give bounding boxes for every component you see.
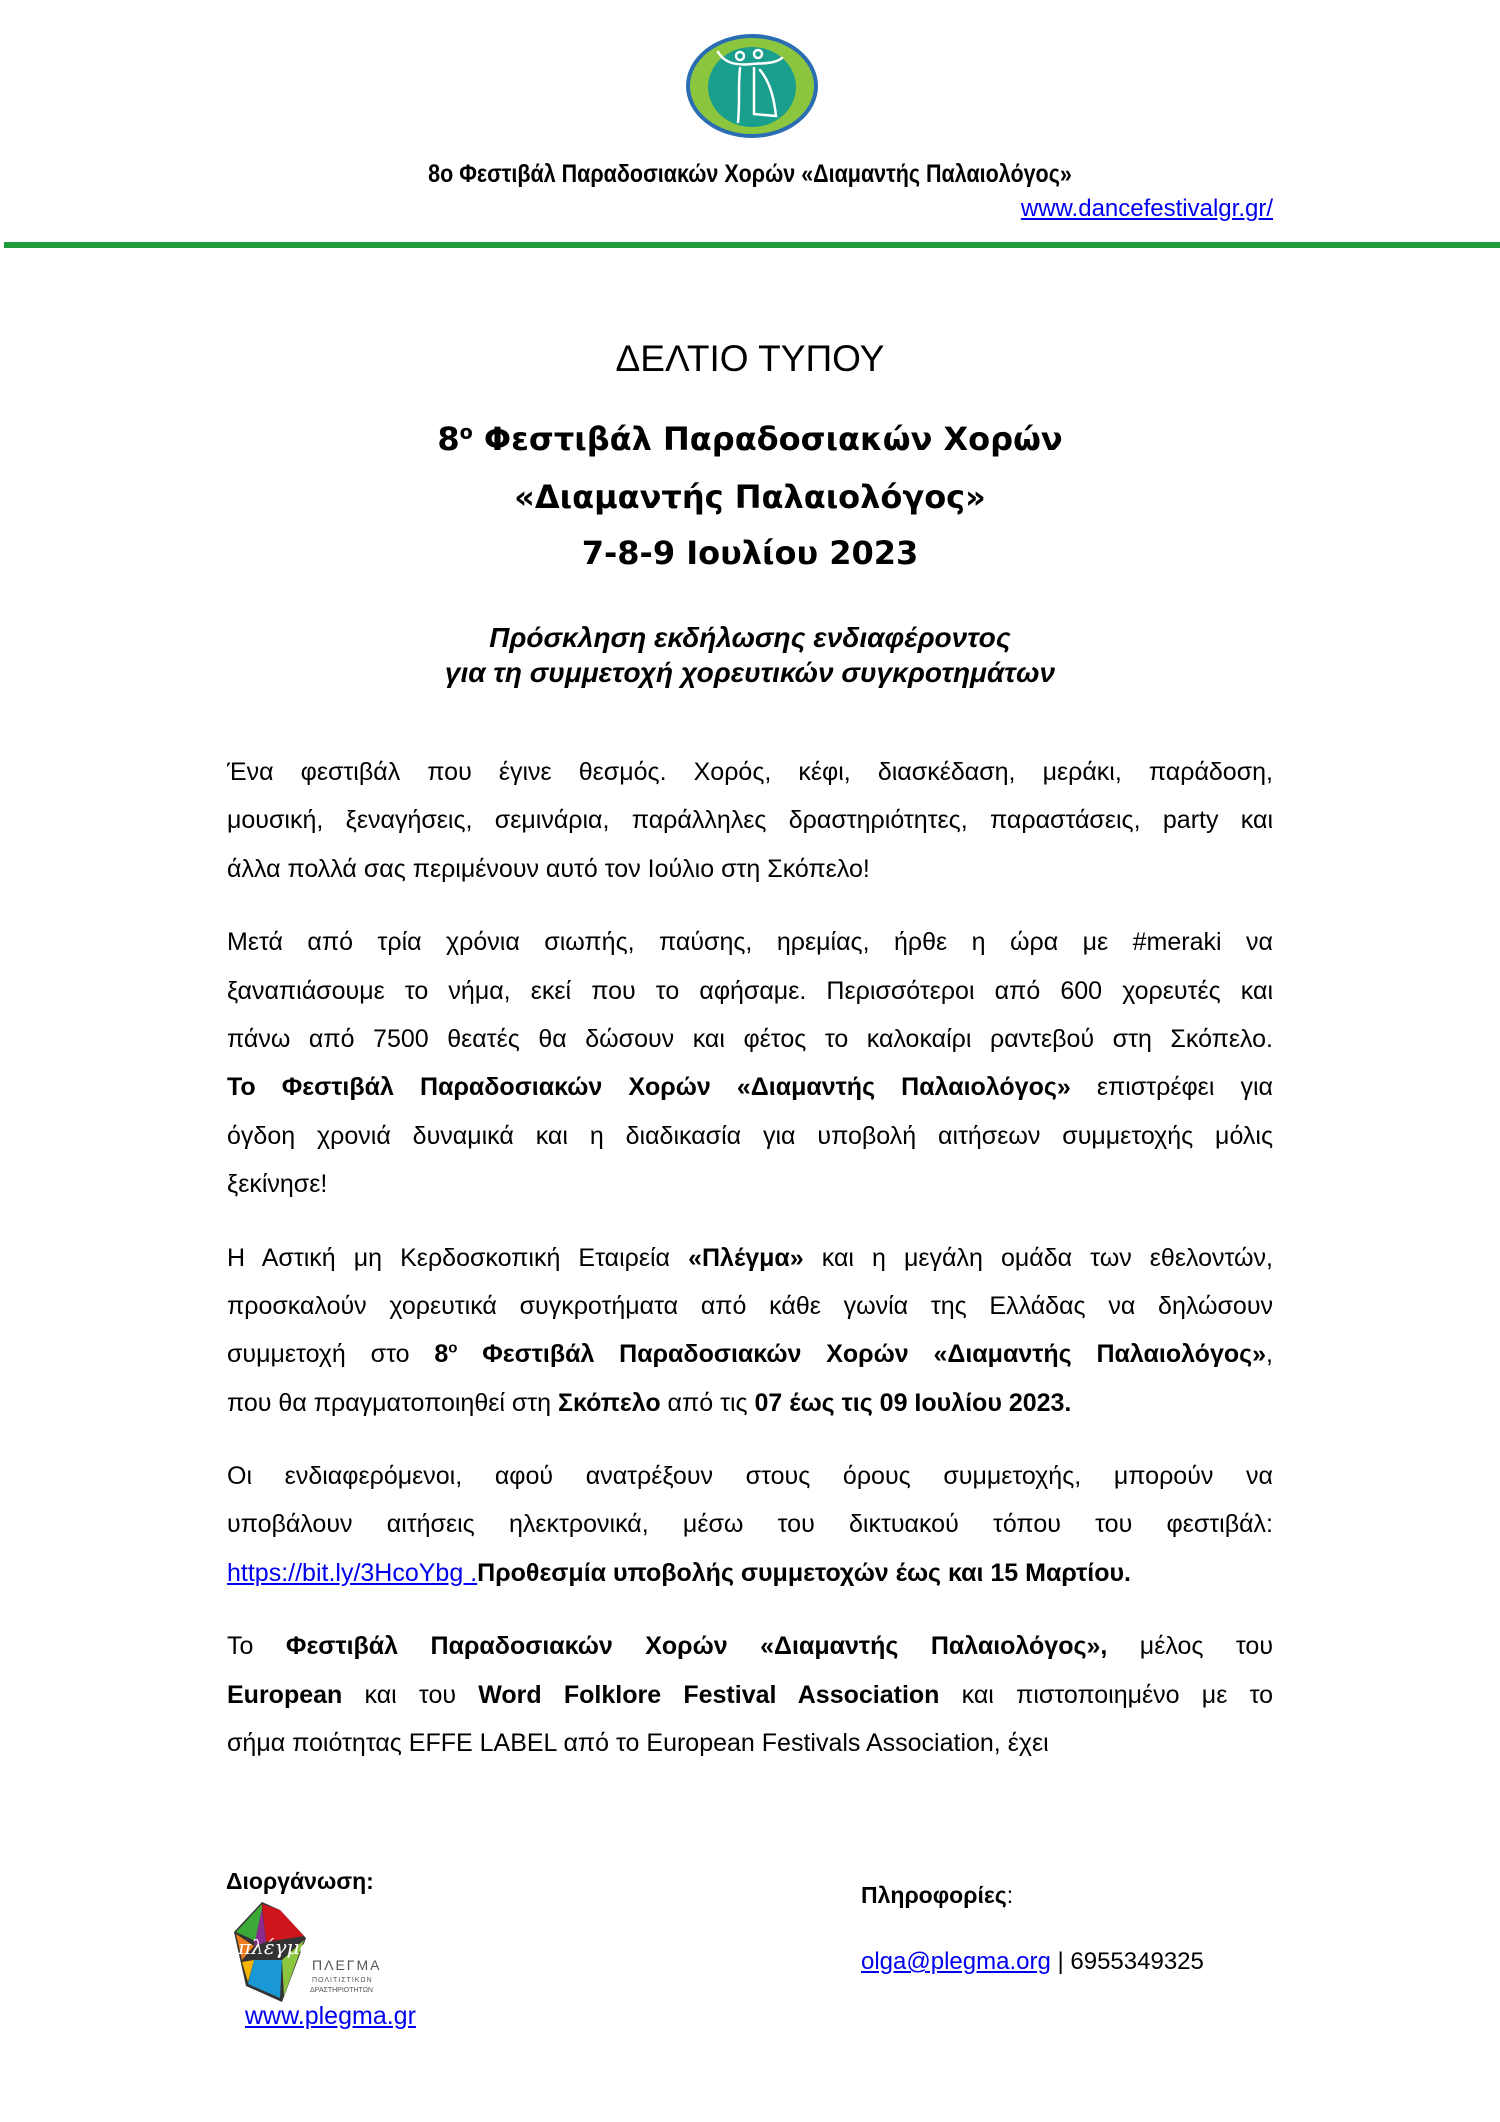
paragraph-line (227, 796, 1273, 844)
paragraph-line (227, 1330, 1273, 1378)
paragraph-line (227, 1549, 1273, 1597)
text: προσκαλούν χορευτικά συγκροτήματα από κάθε γωνία της Ελλάδας να δηλώσουν (227, 1291, 1273, 1320)
plegma-logo (232, 1898, 402, 2002)
plegma-website-link[interactable]: www.plegma.gr (245, 2002, 416, 2030)
svg-text:ΠΟΛΙΤΙΣΤΙΚΩΝ: ΠΟΛΙΤΙΣΤΙΚΩΝ (312, 1977, 373, 1984)
festival-name-line2: «Διαμαντής Παλαιολόγος» (514, 478, 986, 516)
contact-separator: | (1050, 1948, 1071, 1975)
text: πάνω από 7500 θεατές θα δώσουν και φέτος το καλοκαίρι ραντεβού στη Σκόπελο. (227, 1024, 1273, 1053)
application-link[interactable]: . (470, 1558, 478, 1587)
header-title: 8ο Φεστιβάλ Παραδοσιακών Χορών «Διαμαντής Παλαιολόγος» (428, 160, 1072, 188)
text: που θα πραγματοποιηθεί στη (227, 1388, 559, 1417)
text: , (1266, 1340, 1273, 1369)
ordinal-suffix: ο (459, 420, 473, 444)
header-divider (4, 242, 1500, 248)
paragraph-line (227, 1112, 1273, 1160)
invitation-line2: για τη συμμετοχή χορευτικών συγκροτημάτων (444, 657, 1056, 688)
info-label-text: Πληροφορίες (861, 1882, 1007, 1908)
festival-website-link[interactable]: www.dancefestivalgr.gr/ (1020, 195, 1273, 222)
paragraph-line (227, 1379, 1273, 1427)
text: και η μεγάλη ομάδα των εθελοντών, (803, 1243, 1273, 1272)
bold-text: Το Φεστιβάλ Παραδοσιακών Χορών «Διαμαντής Παλαιολόγος» (227, 1073, 1071, 1102)
press-release-body (227, 748, 1273, 1792)
paragraph-line (227, 748, 1273, 796)
text: και πιστοποιημένο με το (939, 1680, 1273, 1709)
bold-text: Φεστιβάλ Παραδοσιακών Χορών «Διαμαντής Παλαιολόγος» (457, 1340, 1267, 1369)
text: από τις (660, 1388, 755, 1417)
invitation-line1: Πρόσκληση εκδήλωσης ενδιαφέροντος (489, 622, 1011, 653)
paragraph-line (227, 967, 1273, 1015)
paragraph (227, 1234, 1273, 1428)
phone-number: 6955349325 (1070, 1948, 1204, 1975)
info-label-colon: : (1006, 1882, 1014, 1908)
paragraph-line (227, 1282, 1273, 1330)
festival-dates: 7-8-9 Ιουλίου 2023 (581, 534, 919, 572)
text: μουσική, ξεναγήσεις, σεμινάρια, παράλληλες δραστηριότητες, παραστάσεις, party και (227, 806, 1273, 835)
festival-edition-number: 8 (437, 420, 460, 458)
festival-logo (684, 32, 820, 140)
bold-text: European (227, 1680, 343, 1709)
paragraph-line (227, 1160, 1273, 1208)
text: επιστρέφει για (1070, 1073, 1273, 1102)
bold-text: Word Folklore Festival Association (478, 1680, 940, 1709)
paragraph-line (227, 1452, 1273, 1500)
bold-text: Φεστιβάλ Παραδοσιακών Χορών «Διαμαντής Παλαιολόγος», (285, 1632, 1108, 1661)
text: συμμετοχή στο (227, 1340, 435, 1369)
paragraph-line (227, 1719, 1273, 1767)
text: Το (227, 1632, 286, 1661)
paragraph-line (227, 1015, 1273, 1063)
contact-info (861, 1948, 1204, 1976)
paragraph-line (227, 1234, 1273, 1282)
svg-text:ΠΛΕΓΜΑ: ΠΛΕΓΜΑ (312, 1957, 382, 1973)
bold-text: Σκόπελο (558, 1388, 661, 1417)
bold-text: Προθεσμία υποβολής συμμετοχών έως και 15 Μαρτίου. (477, 1558, 1131, 1587)
bold-text: 07 έως τις 09 Ιουλίου 2023. (754, 1388, 1072, 1417)
text: άλλα πολλά σας περιμένουν αυτό τον Ιούλιο στη Σκόπελο! (227, 854, 870, 883)
festival-name-line1 (0, 420, 1500, 458)
organizer-label: Διοργάνωση: (226, 1868, 374, 1894)
paragraph-line (227, 1622, 1273, 1670)
text: μέλος του (1107, 1632, 1274, 1661)
paragraph (227, 918, 1273, 1208)
text: Μετά από τρία χρόνια σιωπής, παύσης, ηρεμίας, ήρθε η ώρα με #meraki να (227, 928, 1273, 957)
text: Οι ενδιαφερόμενοι, αφού ανατρέξουν στους όρους συμμετοχής, μπορούν να (227, 1462, 1273, 1491)
bold-text: 8 (434, 1340, 449, 1369)
text: ξαναπιάσουμε το νήμα, εκεί που το αφήσαμε. Περισσότεροι από 600 χορευτές και (227, 976, 1273, 1005)
paragraph-line (227, 918, 1273, 966)
text: σήμα ποιότητας EFFE LABEL από το European Festivals Association, έχει (227, 1729, 1049, 1758)
paragraph-line (227, 1671, 1273, 1719)
paragraph (227, 1452, 1273, 1597)
text: ξεκίνησε! (227, 1170, 328, 1199)
text: Η Αστική μη Κερδοσκοπική Εταιρεία (227, 1243, 689, 1272)
plegma-logo-wordmark: πλέγμα (238, 1935, 314, 1959)
paragraph-line (227, 1063, 1273, 1111)
festival-name-text: Φεστιβάλ Παραδοσιακών Χορών (472, 420, 1063, 458)
paragraph (227, 748, 1273, 893)
email-link[interactable]: olga@plegma.org (861, 1948, 1051, 1975)
press-release-title: ΔΕΛΤΙΟ ΤΥΠΟΥ (615, 338, 885, 379)
svg-text:ΔΡΑΣΤΗΡΙΟΤΗΤΩΝ: ΔΡΑΣΤΗΡΙΟΤΗΤΩΝ (310, 1987, 373, 1994)
paragraph (227, 1622, 1273, 1767)
ordinal-suffix: ο (448, 1339, 458, 1357)
text: υποβάλουν αιτήσεις ηλεκτρονικά, μέσω του δικτυακού τόπου του φεστιβάλ: (227, 1510, 1273, 1539)
application-link[interactable]: https://bit.ly/3HcoYbg (227, 1558, 471, 1587)
info-label (861, 1882, 1013, 1909)
paragraph-line (227, 845, 1273, 893)
paragraph-line (227, 1500, 1273, 1548)
text: όγδοη χρονιά δυναμικά και η διαδικασία για υποβολή αιτήσεων συμμετοχής μόλις (227, 1121, 1273, 1150)
text: και του (342, 1680, 479, 1709)
bold-text: «Πλέγμα» (688, 1243, 804, 1272)
text: Ένα φεστιβάλ που έγινε θεσμός. Χορός, κέφι, διασκέδαση, μεράκι, παράδοση, (227, 758, 1273, 786)
